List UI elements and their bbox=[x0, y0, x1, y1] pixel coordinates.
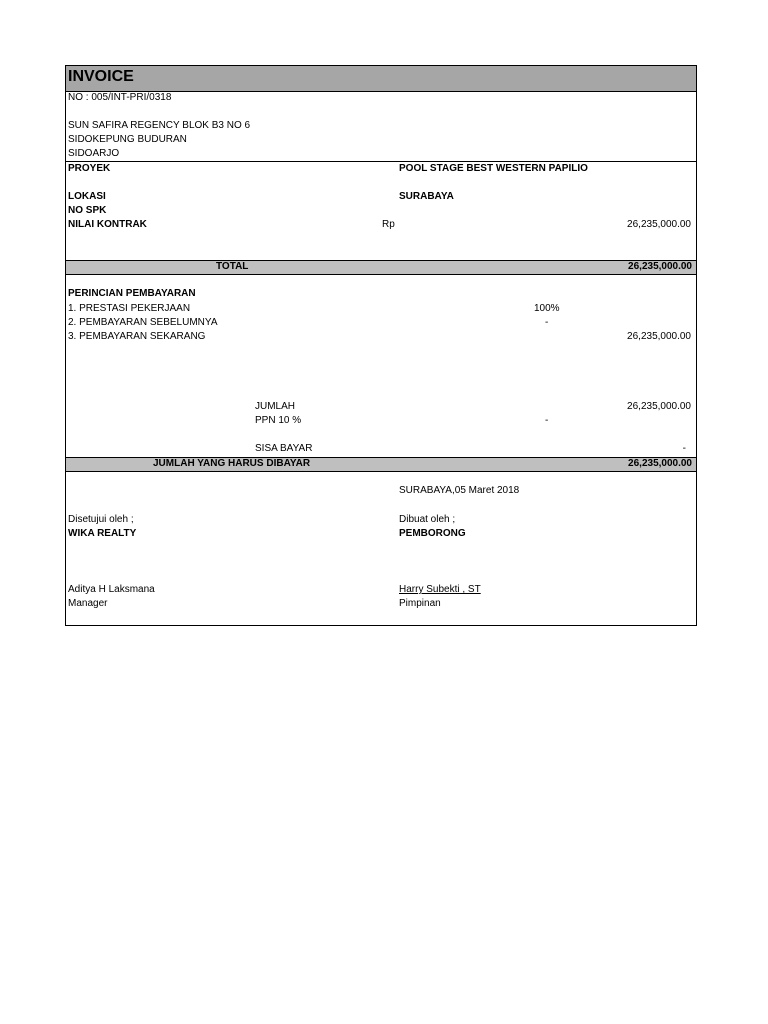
perincian-item-label: 2. PEMBAYARAN SEBELUMNYA bbox=[68, 317, 218, 328]
prepared-org: PEMBORONG bbox=[399, 528, 466, 539]
invoice-sheet bbox=[65, 65, 697, 626]
prepared-caption: Dibuat oleh ; bbox=[399, 514, 456, 525]
address-line-3: SIDOARJO bbox=[68, 148, 120, 159]
proyek-value: POOL STAGE BEST WESTERN PAPILIO bbox=[399, 163, 588, 174]
total-value: 26,235,000.00 bbox=[628, 261, 692, 272]
nilai-kontrak-label: NILAI KONTRAK bbox=[68, 219, 147, 230]
perincian-item-value: 26,235,000.00 bbox=[627, 331, 691, 342]
perincian-item-percent: 100% bbox=[534, 303, 560, 314]
perincian-item-value: - bbox=[545, 317, 549, 328]
lokasi-value: SURABAYA bbox=[399, 191, 454, 202]
approver-role: Manager bbox=[68, 598, 108, 609]
nospk-label: NO SPK bbox=[68, 205, 107, 216]
approved-caption: Disetujui oleh ; bbox=[68, 514, 134, 525]
divider bbox=[66, 161, 696, 162]
due-label: JUMLAH YANG HARUS DIBAYAR bbox=[153, 458, 311, 469]
nilai-kontrak-value: 26,235,000.00 bbox=[627, 219, 691, 230]
ppn-label: PPN 10 % bbox=[255, 415, 302, 426]
place-date: SURABAYA,05 Maret 2018 bbox=[399, 485, 520, 496]
jumlah-label: JUMLAH bbox=[255, 401, 296, 412]
proyek-label: PROYEK bbox=[68, 163, 111, 174]
address-line-2: SIDOKEPUNG BUDURAN bbox=[68, 134, 187, 145]
approver-name: Aditya H Laksmana bbox=[68, 584, 155, 595]
ppn-value: - bbox=[545, 415, 549, 426]
approved-org: WIKA REALTY bbox=[68, 528, 137, 539]
perincian-item-label: 1. PRESTASI PEKERJAAN bbox=[68, 303, 191, 314]
preparer-role: Pimpinan bbox=[399, 598, 441, 609]
perincian-heading: PERINCIAN PEMBAYARAN bbox=[68, 288, 196, 299]
due-value: 26,235,000.00 bbox=[628, 458, 692, 469]
sisa-bayar-value: - bbox=[682, 443, 686, 454]
perincian-item-label: 3. PEMBAYARAN SEKARANG bbox=[68, 331, 206, 342]
total-band bbox=[66, 260, 696, 275]
invoice-title: INVOICE bbox=[68, 68, 134, 85]
sisa-bayar-label: SISA BAYAR bbox=[255, 443, 313, 454]
title-bar bbox=[66, 66, 696, 92]
invoice-number: NO : 005/INT-PRI/0318 bbox=[68, 92, 172, 103]
preparer-name: Harry Subekti , ST bbox=[399, 584, 481, 595]
jumlah-value: 26,235,000.00 bbox=[627, 401, 691, 412]
lokasi-label: LOKASI bbox=[68, 191, 106, 202]
address-line-1: SUN SAFIRA REGENCY BLOK B3 NO 6 bbox=[68, 120, 251, 131]
nilai-kontrak-currency: Rp bbox=[382, 219, 395, 230]
total-label: TOTAL bbox=[216, 261, 249, 272]
due-band bbox=[66, 457, 696, 472]
